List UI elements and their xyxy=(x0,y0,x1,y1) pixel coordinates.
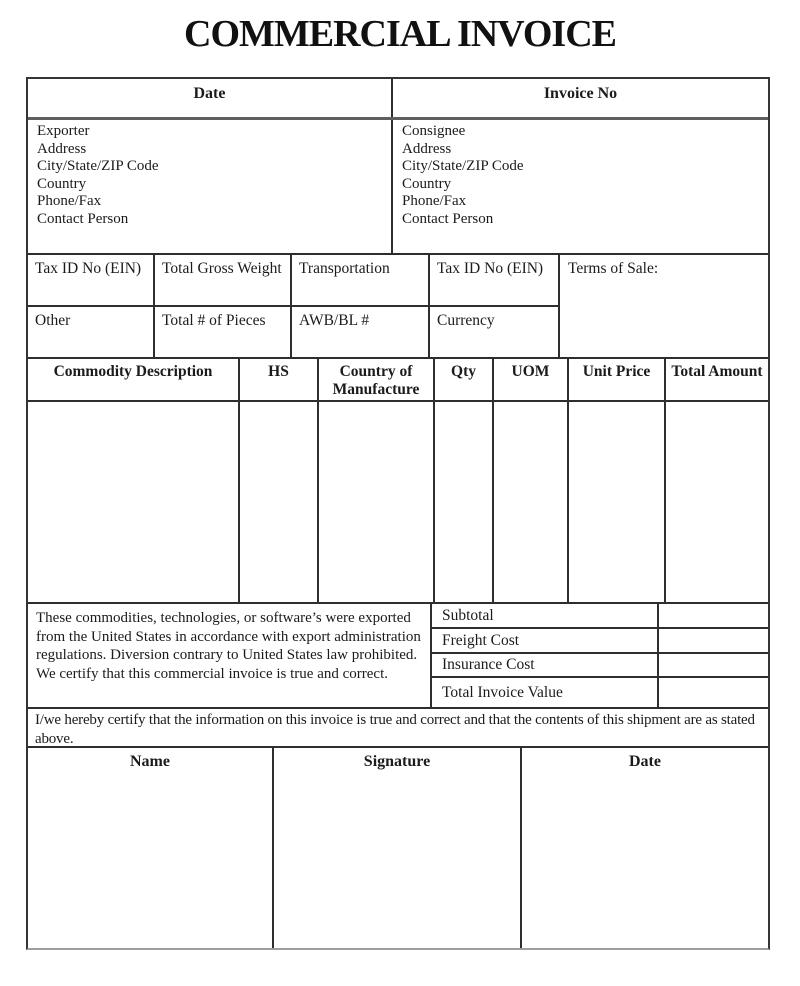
other-field[interactable] xyxy=(28,307,155,357)
exporter-line: Exporter xyxy=(37,123,90,139)
awb-bl-label: AWB/BL # xyxy=(299,312,370,329)
name-label: Name xyxy=(130,753,170,770)
consignee-line: Phone/Fax xyxy=(402,193,467,209)
date-field-cell[interactable] xyxy=(28,79,393,117)
signature-row xyxy=(28,748,768,948)
consignee-line: Consignee xyxy=(402,123,466,139)
header-row xyxy=(28,79,768,120)
col-header-country-of-manufacture: Country of Manufacture xyxy=(319,359,435,400)
subtotal-label: Subtotal xyxy=(432,604,659,627)
date-signature-cell[interactable] xyxy=(522,748,768,948)
commodity-body-row xyxy=(28,402,768,604)
qty-cell[interactable] xyxy=(435,402,494,602)
commodity-description-cell[interactable] xyxy=(28,402,240,602)
total-amount-cell[interactable] xyxy=(666,402,768,602)
shipment-grid-row1 xyxy=(28,255,558,307)
subtotal-row xyxy=(432,604,768,629)
col-header-qty: Qty xyxy=(435,359,494,400)
unit-price-cell[interactable] xyxy=(569,402,666,602)
shipment-grid xyxy=(28,255,560,357)
subtotal-value[interactable] xyxy=(659,604,768,627)
consignee-tax-id-label: Tax ID No (EIN) xyxy=(437,260,544,277)
insurance-cost-value[interactable] xyxy=(659,654,768,676)
invoice-form-table xyxy=(26,77,770,950)
page-title: COMMERCIAL INVOICE xyxy=(184,13,616,55)
col-header-commodity-description: Commodity Description xyxy=(28,359,240,400)
date-label: Date xyxy=(193,85,226,102)
shipment-grid-row2 xyxy=(28,307,558,357)
consignee-line: Contact Person xyxy=(402,210,494,227)
gross-weight-field[interactable] xyxy=(155,255,292,305)
col-header-uom: UOM xyxy=(494,359,569,400)
consignee-line: City/State/ZIP Code xyxy=(402,158,524,174)
consignee-tax-id-field[interactable] xyxy=(430,255,558,305)
awb-bl-field[interactable] xyxy=(292,307,430,357)
col-header-unit-price: Unit Price xyxy=(569,359,666,400)
totals-row xyxy=(28,604,768,709)
insurance-cost-label: Insurance Cost xyxy=(432,654,659,676)
freight-cost-row xyxy=(432,629,768,654)
transportation-field[interactable] xyxy=(292,255,430,305)
export-certification-text: These commodities, technologies, or software’s were exported from the United States in accordance with export administration regulations. Diversion contrary to United States law prohibited. We certify that this commercial invoice is true and correct. xyxy=(28,604,432,707)
country-of-manufacture-cell[interactable] xyxy=(319,402,435,602)
signature-cell[interactable] xyxy=(274,748,522,948)
uom-cell[interactable] xyxy=(494,402,569,602)
freight-cost-value[interactable] xyxy=(659,629,768,652)
currency-field[interactable] xyxy=(430,307,558,357)
exporter-line: Contact Person xyxy=(37,210,129,227)
exporter-line: City/State/ZIP Code xyxy=(37,158,159,174)
other-label: Other xyxy=(35,312,71,329)
consignee-line: Country xyxy=(402,175,452,192)
commodity-header-row xyxy=(28,359,768,402)
shipment-details-row xyxy=(28,255,768,359)
currency-label: Currency xyxy=(437,312,495,329)
signature-date-label: Date xyxy=(629,753,661,770)
totals-stack xyxy=(432,604,768,707)
freight-cost-label: Freight Cost xyxy=(432,629,659,652)
pieces-field[interactable] xyxy=(155,307,292,357)
certify-statement: I/we hereby certify that the information on this invoice is true and correct and that the contents of this shipment are as stated above. xyxy=(28,709,768,748)
pieces-label: Total # of Pieces xyxy=(162,312,266,329)
terms-of-sale-label: Terms of Sale: xyxy=(568,260,659,277)
total-invoice-value-value[interactable] xyxy=(659,678,768,707)
col-header-hs: HS xyxy=(240,359,319,400)
gross-weight-label: Total Gross Weight xyxy=(162,260,282,277)
exporter-line: Address xyxy=(37,140,87,157)
invoice-no-label: Invoice No xyxy=(543,85,618,102)
consignee-section[interactable] xyxy=(393,120,768,253)
exporter-section[interactable] xyxy=(28,120,393,253)
insurance-cost-row xyxy=(432,654,768,678)
total-invoice-value-row xyxy=(432,678,768,707)
exporter-line: Country xyxy=(37,175,87,192)
total-invoice-value-label: Total Invoice Value xyxy=(432,678,659,707)
parties-row xyxy=(28,120,768,255)
signature-label: Signature xyxy=(363,753,431,770)
exporter-line: Phone/Fax xyxy=(37,193,102,209)
consignee-line: Address xyxy=(402,140,452,157)
terms-of-sale-field[interactable] xyxy=(560,255,768,357)
transportation-label: Transportation xyxy=(299,260,390,277)
tax-id-label: Tax ID No (EIN) xyxy=(35,260,142,277)
name-signature-cell[interactable] xyxy=(28,748,274,948)
col-header-total-amount: Total Amount xyxy=(671,363,763,380)
invoice-no-field-cell[interactable] xyxy=(393,79,768,117)
hs-cell[interactable] xyxy=(240,402,319,602)
tax-id-field[interactable] xyxy=(28,255,155,305)
